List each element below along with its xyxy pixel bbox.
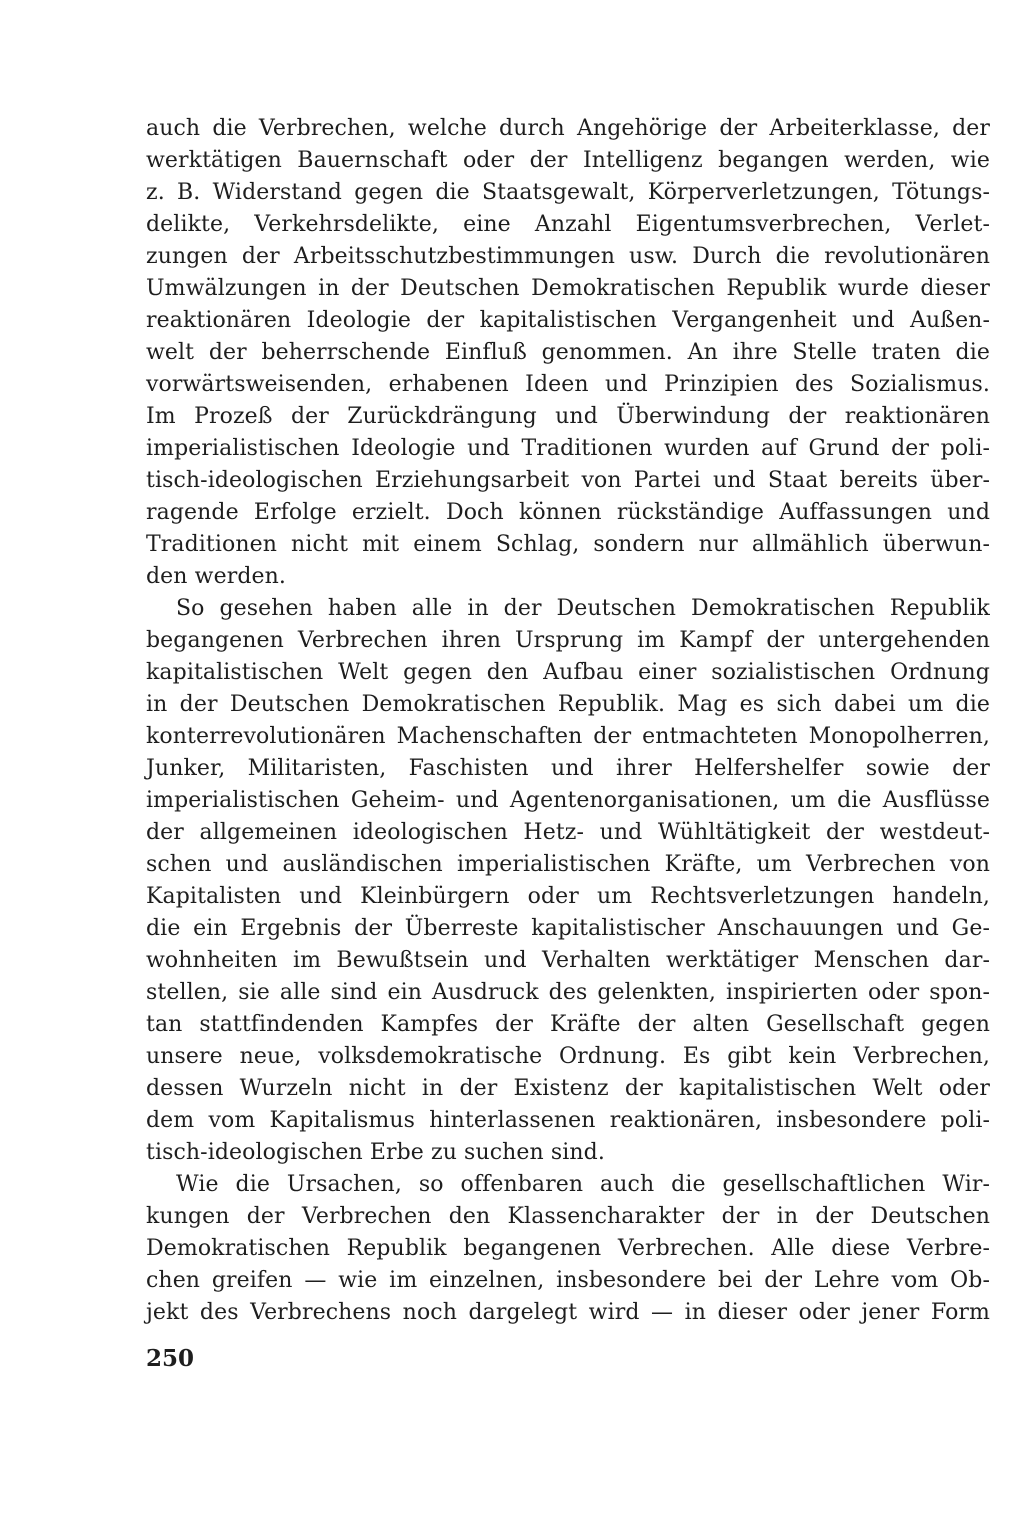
text-line: z. B. Widerstand gegen die Staatsgewalt, Körperverletzungen, Tötungs- bbox=[146, 180, 990, 205]
text-line: jekt des Verbrechens noch dargelegt wird — in dieser oder jener Form bbox=[146, 1300, 990, 1325]
text-line: vorwärtsweisenden, erhabenen Ideen und Prinzipien des Sozialismus. bbox=[146, 372, 990, 397]
text-line: auch die Verbrechen, welche durch Angehörige der Arbeiterklasse, der bbox=[146, 116, 990, 141]
text-line: kapitalistischen Welt gegen den Aufbau einer sozialistischen Ordnung bbox=[146, 660, 990, 685]
text-line: reaktionären Ideologie der kapitalistischen Vergangenheit und Außen- bbox=[146, 308, 990, 333]
body-text bbox=[146, 113, 990, 1329]
text-line: konterrevolutionären Machenschaften der entmachteten Monopolherren, bbox=[146, 724, 990, 749]
text-line: unsere neue, volksdemokratische Ordnung. Es gibt kein Verbrechen, bbox=[146, 1044, 990, 1069]
text-line: Traditionen nicht mit einem Schlag, sondern nur allmählich überwun- bbox=[146, 532, 990, 557]
text-line: den werden. bbox=[146, 564, 286, 589]
paragraph-2 bbox=[146, 593, 990, 1169]
text-line: imperialistischen Geheim- und Agentenorganisationen, um die Ausflüsse bbox=[146, 788, 990, 813]
text-line: der allgemeinen ideologischen Hetz- und Wühltätigkeit der westdeut- bbox=[146, 820, 990, 845]
text-line: wohnheiten im Bewußtsein und Verhalten werktätiger Menschen dar- bbox=[146, 948, 990, 973]
text-line: dessen Wurzeln nicht in der Existenz der kapitalistischen Welt oder bbox=[146, 1076, 990, 1101]
text-line: dem vom Kapitalismus hinterlassenen reaktionären, insbesondere poli- bbox=[146, 1108, 990, 1133]
text-line: Kapitalisten und Kleinbürgern oder um Rechtsverletzungen handeln, bbox=[146, 884, 990, 909]
text-line: zungen der Arbeitsschutzbestimmungen usw. Durch die revolutionären bbox=[146, 244, 990, 269]
paragraph-3 bbox=[146, 1169, 990, 1329]
page-number: 250 bbox=[146, 1345, 195, 1372]
paragraph-1 bbox=[146, 113, 990, 593]
text-line: imperialistischen Ideologie und Traditionen wurden auf Grund der poli- bbox=[146, 436, 990, 461]
text-line: schen und ausländischen imperialistischen Kräfte, um Verbrechen von bbox=[146, 852, 990, 877]
text-line: welt der beherrschende Einfluß genommen. An ihre Stelle traten die bbox=[146, 340, 990, 365]
text-line: werktätigen Bauernschaft oder der Intelligenz begangen werden, wie bbox=[146, 148, 990, 173]
text-line: tisch-ideologischen Erbe zu suchen sind. bbox=[146, 1140, 605, 1165]
text-line: tisch-ideologischen Erziehungsarbeit von Partei und Staat bereits über- bbox=[146, 468, 990, 493]
text-line: Umwälzungen in der Deutschen Demokratischen Republik wurde dieser bbox=[146, 276, 990, 301]
text-line: chen greifen — wie im einzelnen, insbesondere bei der Lehre vom Ob- bbox=[146, 1268, 990, 1293]
text-line: stellen, sie alle sind ein Ausdruck des gelenkten, inspirierten oder spon- bbox=[146, 980, 990, 1005]
text-line: Junker, Militaristen, Faschisten und ihrer Helfershelfer sowie der bbox=[146, 756, 990, 781]
text-line: kungen der Verbrechen den Klassencharakter der in der Deutschen bbox=[146, 1204, 990, 1229]
text-line: So gesehen haben alle in der Deutschen Demokratischen Republik bbox=[176, 596, 990, 621]
text-line: Im Prozeß der Zurückdrängung und Überwindung der reaktionären bbox=[146, 404, 990, 429]
text-line: die ein Ergebnis der Überreste kapitalistischer Anschauungen und Ge- bbox=[146, 916, 990, 941]
text-line: delikte, Verkehrsdelikte, eine Anzahl Eigentumsverbrechen, Verlet- bbox=[146, 212, 990, 237]
text-line: Demokratischen Republik begangenen Verbrechen. Alle diese Verbre- bbox=[146, 1236, 990, 1261]
text-line: ragende Erfolge erzielt. Doch können rückständige Auffassungen und bbox=[146, 500, 990, 525]
text-line: begangenen Verbrechen ihren Ursprung im Kampf der untergehenden bbox=[146, 628, 990, 653]
text-line: in der Deutschen Demokratischen Republik. Mag es sich dabei um die bbox=[146, 692, 990, 717]
text-line: Wie die Ursachen, so offenbaren auch die gesellschaftlichen Wir- bbox=[176, 1172, 990, 1197]
text-line: tan stattfindenden Kampfes der Kräfte der alten Gesellschaft gegen bbox=[146, 1012, 990, 1037]
